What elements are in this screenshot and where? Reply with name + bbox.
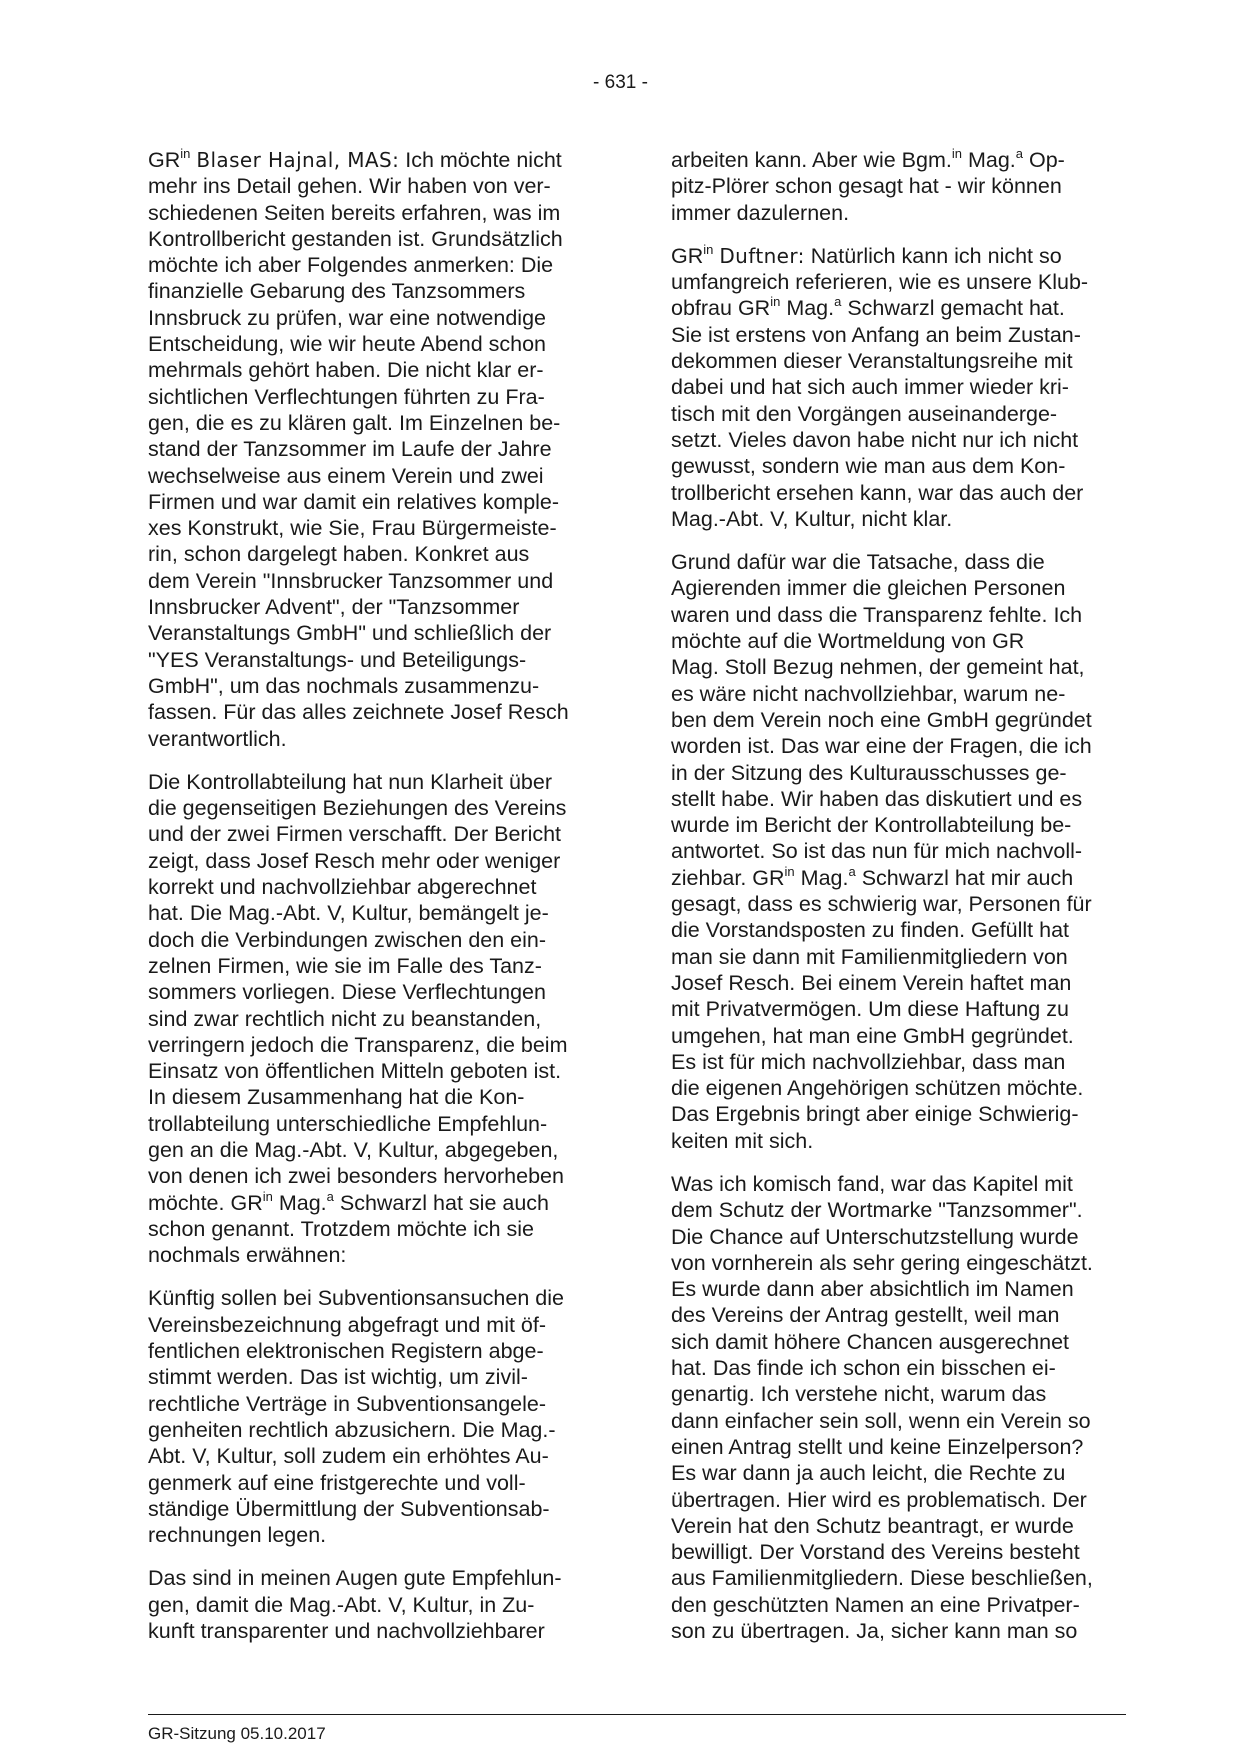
paragraph-text: Schwarzl hat mir auch gesagt, dass es schwierig war, Personen für die Vorstandsposten zu finden. Gefüllt hat man sie dann mit Familienmitgliedern von Josef Resch. Bei einem Verein haftet man mit Privatvermögen. Um diese Haftung zu umgehen, hat man eine GmbH gegründet. Es ist für mich nachvollziehbar, dass man die eigenen Angehörigen schützen möchte. Das Ergebnis bringt aber einige Schwierig- keiten mit sich.: [671, 865, 1092, 1153]
speaker-name: Blaser Hajnal, MAS:: [196, 148, 400, 172]
left-column: [148, 147, 603, 1661]
title-abbrev: GR: [671, 243, 704, 268]
paragraph: Das sind in meinen Augen gute Empfehlun- gen, damit die Mag.-Abt. V, Kultur, in Zu- kunft transparenter und nachvollziehbarer: [148, 1566, 562, 1644]
superscript: in: [703, 241, 714, 257]
speaker-name: Duftner:: [719, 243, 805, 268]
title-abbrev: Mag.: [786, 296, 835, 321]
paragraph-text: Schwarzl gemacht hat. Sie ist erstens von Anfang an beim Zustan- dekommen dieser Veranstaltungsreihe mit dabei und hat sich auch immer wieder kri- tisch mit den Vorgängen auseinanderge- setzt. Vieles davon habe nicht nur ich nicht gewusst, sondern wie man aus dem Kon- trollbericht ersehen kann, war das auch der Mag.-Abt. V, Kultur, nicht klar.: [671, 296, 1084, 531]
paragraph: [671, 243, 1126, 532]
page-number: - 631 -: [593, 72, 648, 93]
paragraph: Was ich komisch fand, war das Kapitel mit dem Schutz der Wortmarke "Tanzsommer". Die Chance auf Unterschutzstellung wurde von vornherein als sehr gering eingeschätzt. Es wurde dann aber absichtlich im Namen des Vereins der Antrag gestellt, weil man sich damit höhere Chancen ausgerechnet hat. Das finde ich schon ein bisschen ei- genartig. Ich verstehe nicht, warum das dann einfacher sein soll, wenn ein Verein so einen Antrag stellt und keine Einzelperson? Es war dann ja auch leicht, die Rechte zu übertragen. Hier wird es problematisch. Der Verein hat den Schutz beantragt, er wurde bewilligt. Der Vorstand des Vereins besteht aus Familienmitgliedern. Diese beschließen, den geschützten Namen an eine Privatper- son zu übertragen. Ja, sicher kann man so: [671, 1171, 1093, 1644]
footer-divider: [148, 1714, 1126, 1715]
title-abbrev: GR: [752, 865, 785, 890]
paragraph-text: Natürlich kann ich nicht so umfangreich referieren, wie es unsere Klub- obfrau: [671, 243, 1089, 321]
title-abbrev: Mag.: [967, 148, 1016, 172]
paragraph-text: arbeiten kann. Aber wie Bgm.: [671, 148, 952, 172]
superscript: a: [326, 1188, 334, 1204]
title-abbrev: Mag.: [278, 1190, 327, 1215]
paragraph-text: Schwarzl hat sie auch schon genannt. Trotzdem möchte ich sie nochmals erwähnen:: [148, 1190, 549, 1268]
superscript: a: [1015, 146, 1024, 161]
paragraph-text: Ich möchte nicht mehr ins Detail gehen. Wir haben von ver- schiedenen Seiten bereits erfahren, was im Kontrollbericht gestanden ist. Grundsätzlich möchte ich aber Folgendes anmerken: Die finanzielle Gebarung des Tanzsommers Innsbruck zu prüfen, war eine notwendige Entscheidung, wie wir heute Abend schon mehrmals gehört haben. Die nicht klar er- sichtlichen Verflechtungen führten zu Fra- gen, die es zu klären galt. Im Einzelnen be- stand der Tanzsommer im Laufe der Jahre wechselweise aus einem Verein und zwei Firmen und war damit ein relatives komple- xes Konstrukt, wie Sie, Frau Bürgermeiste- rin, schon dargelegt haben. Konkret aus dem Verein "Innsbrucker Tanzsommer und Innsbrucker Advent", der "Tanzsommer Veranstaltungs GmbH" und schließlich der "YES Veranstaltungs- und Beteiligungs- GmbH", um das nochmals zusammenzu- fassen. Für das alles zeichnete Josef Resch verantwortlich.: [148, 148, 569, 751]
title-abbrev: GR: [148, 148, 181, 172]
superscript: in: [262, 1188, 273, 1204]
footer-session-date: GR-Sitzung 05.10.2017: [148, 1724, 326, 1743]
paragraph: [148, 769, 603, 1269]
superscript: a: [848, 863, 856, 879]
superscript: in: [770, 294, 781, 310]
superscript: in: [784, 863, 795, 879]
title-abbrev: Mag.: [800, 865, 849, 890]
title-abbrev: GR: [737, 296, 771, 321]
paragraph-text: Grund dafür war die Tatsache, dass die Agierenden immer die gleichen Personen waren und dass die Transparenz fehlte. Ich möchte auf die Wortmeldung von GR Mag. Stoll Bezug nehmen, der gemeint hat, es wäre nicht nachvollziehbar, warum ne- ben dem Verein noch eine GmbH gegründet worden ist. Das war eine der Fragen, die ich in der Sitzung des Kulturausschusses ge- stellt habe. Wir haben das diskutiert und es wurde im Bericht der Kontrollabteilung be- antwortet. So ist das nun für mich nachvoll- ziehbar.: [671, 550, 1092, 890]
superscript: in: [180, 146, 191, 161]
right-column: [671, 147, 1126, 1661]
title-abbrev: GR: [230, 1190, 263, 1215]
paragraph: [148, 147, 603, 752]
superscript: in: [951, 146, 962, 161]
paragraph: [671, 147, 1126, 226]
superscript: a: [834, 294, 842, 310]
paragraph-text: Op- pitz-Plörer schon gesagt hat - wir können immer dazulernen.: [671, 148, 1065, 225]
paragraph-text: Die Kontrollabteilung hat nun Klarheit über die gegenseitigen Beziehungen des Vereins und der zwei Firmen verschafft. Der Bericht zeigt, dass Josef Resch mehr oder weniger korrekt und nachvollziehbar abgerechnet hat. Die Mag.-Abt. V, Kultur, bemängelt je- doch die Verbindungen zwischen den ein- zelnen Firmen, wie sie im Falle des Tanz- sommers vorliegen. Diese Verflechtungen sind zwar rechtlich nicht zu beanstanden, verringern jedoch die Transparenz, die beim Einsatz von öffentlichen Mitteln geboten ist. In diesem Zusammenhang hat die Kon- trollabteilung unterschiedliche Empfehlun- gen an die Mag.-Abt. V, Kultur, abgegeben, von denen ich zwei besonders hervorheben möchte.: [148, 769, 568, 1215]
paragraph: Künftig sollen bei Subventionsansuchen die Vereinsbezeichnung abgefragt und mit öf- fentlichen elektronischen Registern abge- stimmt werden. Das ist wichtig, um zivil- rechtliche Verträge in Subventionsangele- genheiten rechtlich abzusichern. Die Mag.- Abt. V, Kultur, soll zudem ein erhöhtes Au- genmerk auf eine fristgerechte und voll- ständige Übermittlung der Subventionsab- rechnungen legen.: [148, 1286, 564, 1548]
paragraph: [671, 549, 1126, 1154]
